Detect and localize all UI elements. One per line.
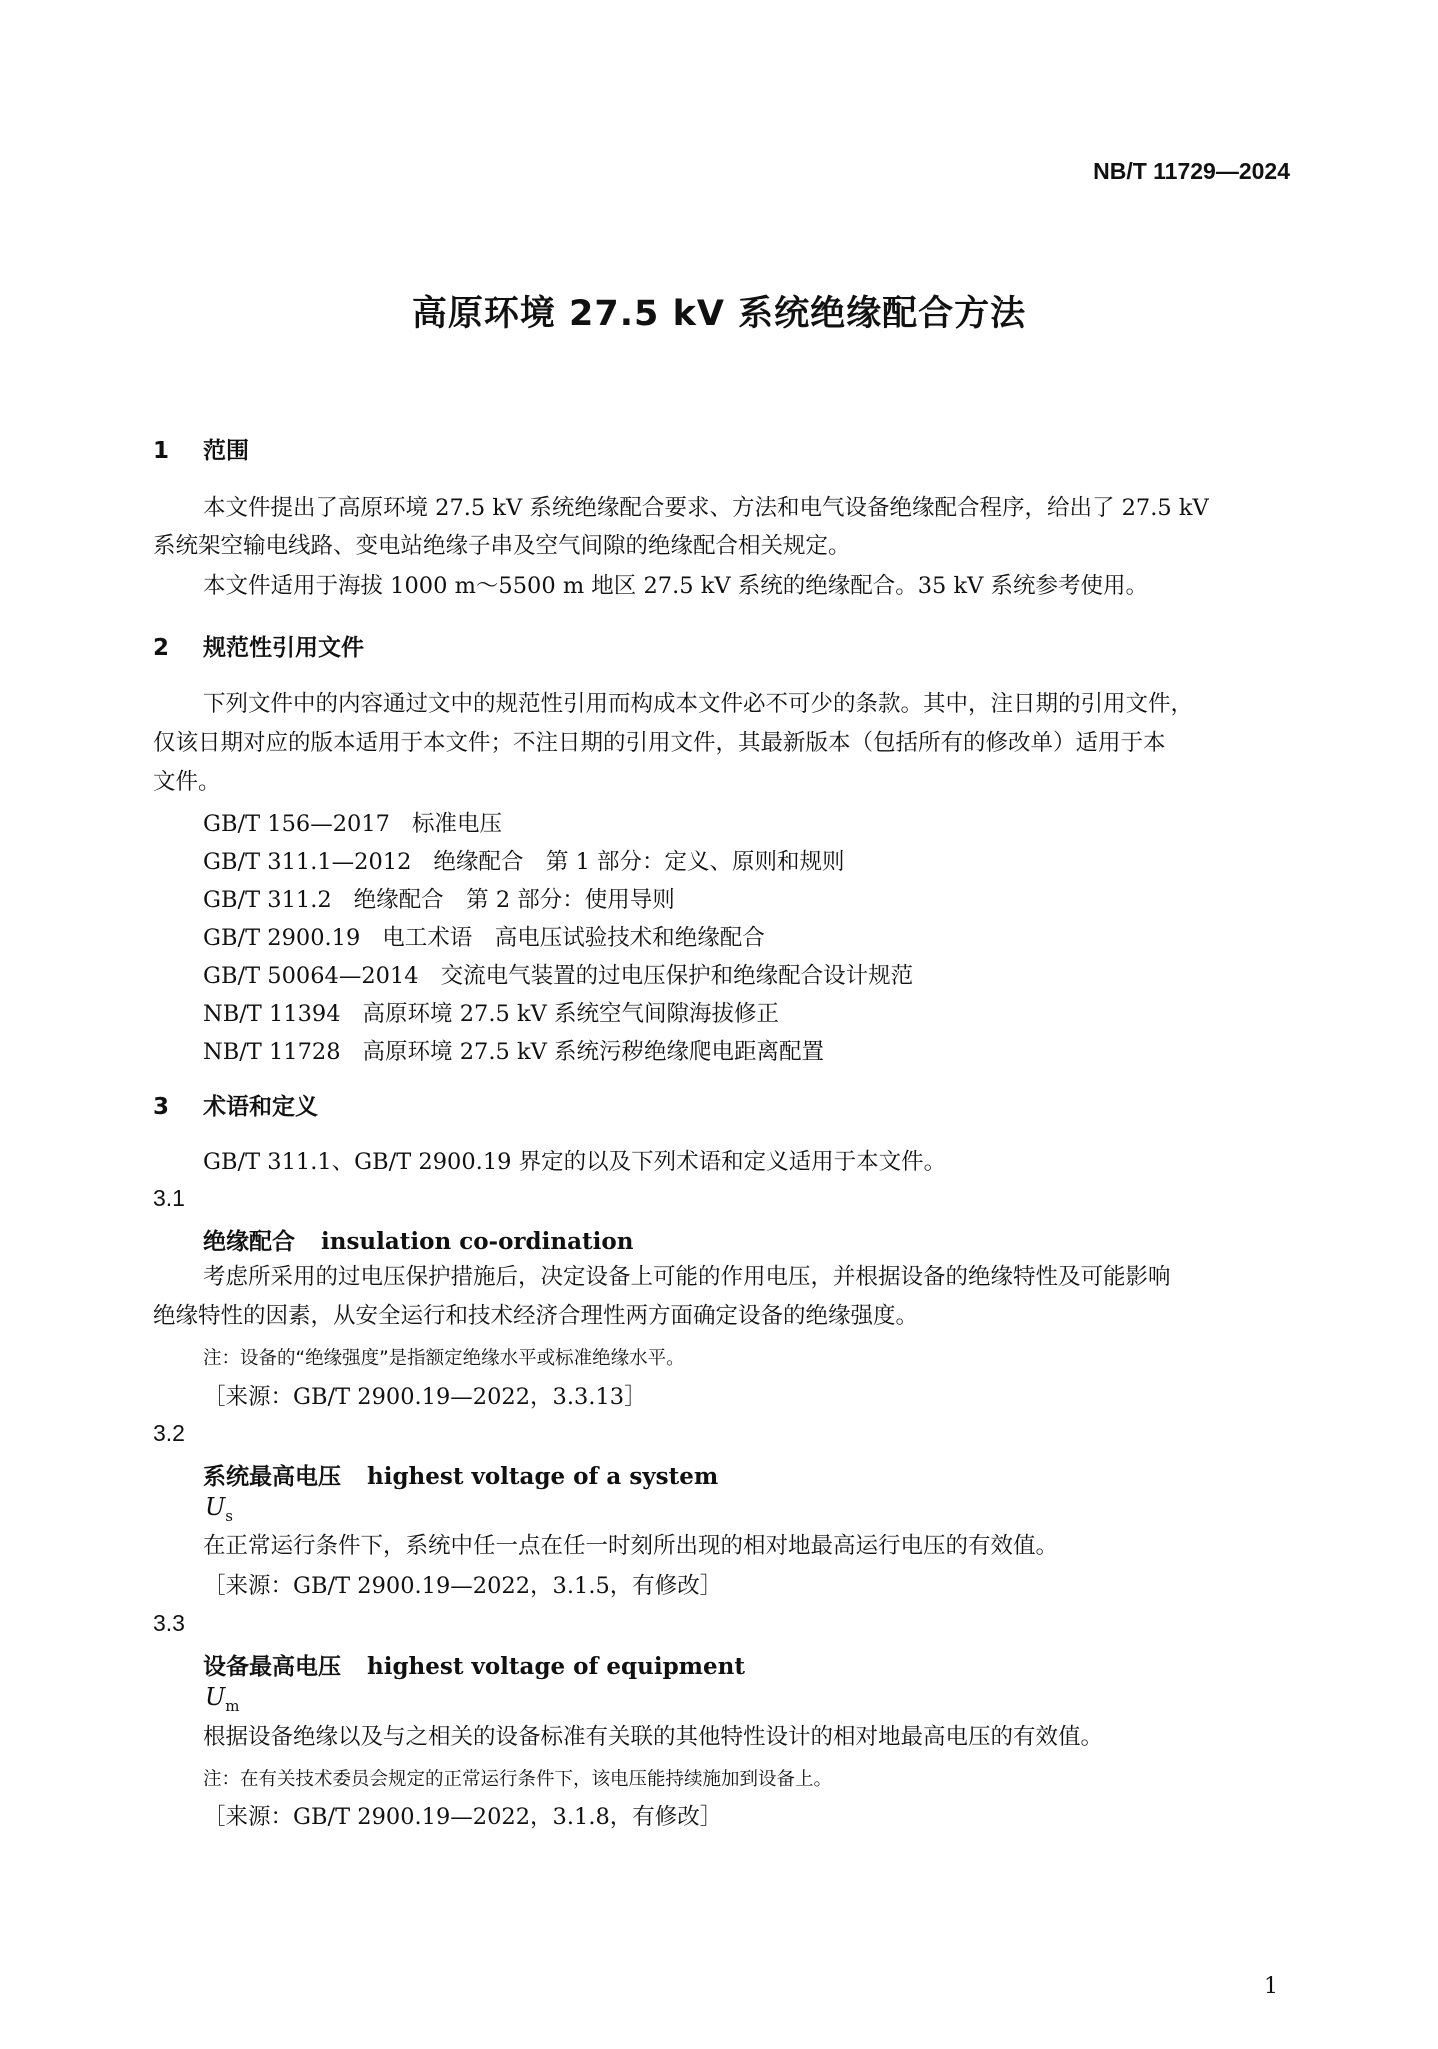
reference-code: NB/T 11394 <box>203 1001 341 1027</box>
reference-title: 标准电压 <box>411 811 502 837</box>
reference-title: 电工术语 高电压试验技术和绝缘配合 <box>382 925 765 951</box>
standard-number: NB/T 11729—2024 <box>1093 158 1290 184</box>
term-chinese: 设备最高电压 <box>203 1654 341 1680</box>
definition-3-2: 在正常运行条件下，系统中任一点在任一时刻所出现的相对地最高运行电压的有效值。 <box>203 1533 1059 1559</box>
s2-intro-line-2: 仅该日期对应的版本适用于本文件；不注日期的引用文件，其最新版本（包括所有的修改单）适用于本 <box>153 730 1166 756</box>
clause-number-3-3: 3.3 <box>153 1610 185 1636</box>
symbol-main: U <box>205 1493 226 1521</box>
section-number: 2 <box>153 635 170 661</box>
document-title: 高原环境 27.5 kV 系统绝缘配合方法 <box>411 294 1027 334</box>
source-3-1: ［来源：GB/T 2900.19—2022，3.3.13］ <box>203 1384 647 1410</box>
reference-code: GB/T 311.1—2012 <box>203 849 412 875</box>
reference-title: 高原环境 27.5 kV 系统空气间隙海拔修正 <box>362 1001 779 1027</box>
section-title: 规范性引用文件 <box>203 635 364 661</box>
clause-number-3-2: 3.2 <box>153 1420 185 1446</box>
page-number: 1 <box>1264 1974 1278 1999</box>
symbol-main: U <box>205 1683 226 1711</box>
note-3-1: 注：设备的“绝缘强度”是指额定绝缘水平或标准绝缘水平。 <box>203 1348 685 1369</box>
section-title: 术语和定义 <box>203 1094 318 1120</box>
normative-reference-item <box>203 996 779 1028</box>
term-english: highest voltage of a system <box>367 1463 719 1490</box>
definition-3-1-line-1: 考虑所采用的过电压保护措施后，决定设备上可能的作用电压，并根据设备的绝缘特性及可能影响 <box>203 1264 1171 1290</box>
s2-intro-line-1: 下列文件中的内容通过文中的规范性引用而构成本文件必不可少的条款。其中，注日期的引用文件， <box>203 691 1194 717</box>
section-number: 3 <box>153 1094 170 1120</box>
s1-paragraph-1-line-2: 系统架空输电线路、变电站绝缘子串及空气间隙的绝缘配合相关规定。 <box>153 533 851 559</box>
symbol-subscript: s <box>225 1506 233 1525</box>
normative-reference-item <box>203 844 845 876</box>
term-3-1 <box>203 1223 633 1256</box>
s3-intro: GB/T 311.1、GB/T 2900.19 界定的以及下列术语和定义适用于本文件。 <box>203 1149 947 1175</box>
reference-code: GB/T 311.2 <box>203 887 332 913</box>
note-3-3: 注：在有关技术委员会规定的正常运行条件下，该电压能持续施加到设备上。 <box>203 1769 833 1790</box>
s2-intro-line-3: 文件。 <box>153 769 221 795</box>
symbol-subscript: m <box>225 1696 240 1715</box>
symbol-us <box>205 1493 233 1525</box>
normative-reference-item <box>203 920 765 952</box>
reference-title: 绝缘配合 第 2 部分：使用导则 <box>353 887 675 913</box>
section-1-heading <box>153 432 249 465</box>
normative-reference-item <box>203 1034 824 1066</box>
reference-code: GB/T 156—2017 <box>203 811 390 837</box>
term-3-2 <box>203 1458 718 1491</box>
reference-code: GB/T 2900.19 <box>203 925 361 951</box>
source-3-3: ［来源：GB/T 2900.19—2022，3.1.8，有修改］ <box>203 1804 723 1830</box>
section-3-heading <box>153 1088 318 1121</box>
symbol-um <box>205 1683 239 1715</box>
term-english: insulation co-ordination <box>321 1228 634 1255</box>
normative-reference-item <box>203 958 913 990</box>
reference-title: 绝缘配合 第 1 部分：定义、原则和规则 <box>433 849 845 875</box>
s1-paragraph-2: 本文件适用于海拔 1000 m～5500 m 地区 27.5 kV 系统的绝缘配合。35 kV 系统参考使用。 <box>203 573 1149 599</box>
normative-reference-item <box>203 882 675 914</box>
section-title: 范围 <box>203 438 249 464</box>
term-3-3 <box>203 1648 745 1681</box>
section-number: 1 <box>153 438 170 464</box>
term-english: highest voltage of equipment <box>367 1653 745 1680</box>
reference-title: 交流电气装置的过电压保护和绝缘配合设计规范 <box>440 963 914 989</box>
reference-code: GB/T 50064—2014 <box>203 963 419 989</box>
term-chinese: 绝缘配合 <box>203 1229 295 1255</box>
source-3-2: ［来源：GB/T 2900.19—2022，3.1.5，有修改］ <box>203 1573 723 1599</box>
reference-title: 高原环境 27.5 kV 系统污秽绝缘爬电距离配置 <box>362 1039 824 1065</box>
definition-3-3: 根据设备绝缘以及与之相关的设备标准有关联的其他特性设计的相对地最高电压的有效值。 <box>203 1724 1104 1750</box>
reference-code: NB/T 11728 <box>203 1039 341 1065</box>
definition-3-1-line-2: 绝缘特性的因素，从安全运行和技术经济合理性两方面确定设备的绝缘强度。 <box>153 1303 919 1329</box>
term-chinese: 系统最高电压 <box>203 1464 341 1490</box>
normative-reference-item <box>203 806 502 838</box>
clause-number-3-1: 3.1 <box>153 1185 185 1211</box>
s1-paragraph-1-line-1: 本文件提出了高原环境 27.5 kV 系统绝缘配合要求、方法和电气设备绝缘配合程序，给出了 27.5 kV <box>203 495 1209 521</box>
section-2-heading <box>153 629 364 662</box>
